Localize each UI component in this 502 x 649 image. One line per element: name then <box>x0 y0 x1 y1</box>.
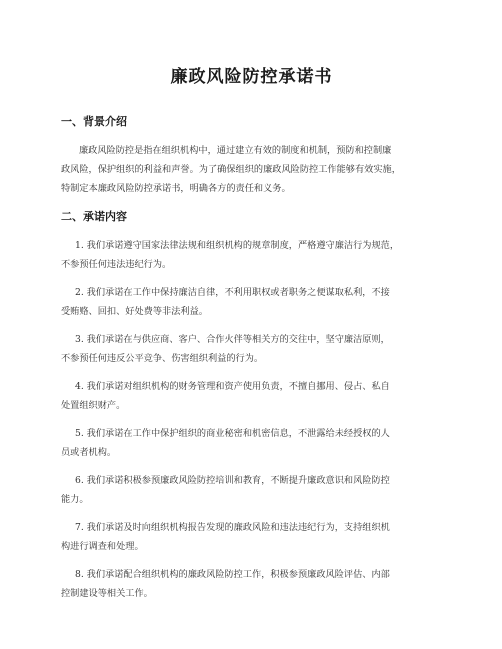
commitment-list <box>61 236 442 603</box>
commitment-line: 能力。 <box>61 494 89 505</box>
commitment-line: 构进行调查和处理。 <box>61 541 144 552</box>
commitment-line: 7. 我们承诺及时向组织机构报告发现的廉政风险和违法违纪行为，支持组织机 <box>75 522 390 533</box>
commitment-item-1 <box>61 236 442 274</box>
commitment-line: 5. 我们承诺在工作中保护组织的商业秘密和机密信息，不泄露给未经授权的人 <box>75 428 390 439</box>
commitment-line: 不参预任何违法违纪行为。 <box>61 259 172 270</box>
paragraph-line: 特制定本廉政风险防控承诺书，明确各方的责任和义务。 <box>61 183 291 194</box>
commitment-item-3 <box>61 330 442 368</box>
section-background <box>61 113 442 198</box>
background-paragraph <box>61 141 442 198</box>
commitment-item-5 <box>61 424 442 462</box>
page-title: 廉政风险防控承诺书 <box>170 67 333 87</box>
commitment-item-2 <box>61 283 442 321</box>
commitment-line: 3. 我们承诺在与供应商、客户、合作火伴等相关方的交往中，坚守廉洁原则， <box>75 334 390 345</box>
paragraph-line: 政风险，保护组织的利益和声誉。为了确保组织的廉政风险防控工作能够有效实施， <box>61 164 401 175</box>
commitment-item-8 <box>61 565 442 603</box>
commitment-line: 6. 我们承诺积极参预廉政风险防控培训和教育，不断提升廉政意识和风险防控 <box>75 475 390 486</box>
commitment-line: 不参预任何违反公平竞争、伤害组织利益的行为。 <box>61 353 264 364</box>
commitment-item-6 <box>61 471 442 509</box>
commitment-item-7 <box>61 518 442 556</box>
commitment-line: 1. 我们承诺遵守国家法律法规和组织机构的规章制度，严格遵守廉洁行为规范， <box>75 240 400 251</box>
commitment-line: 员或者机构。 <box>61 447 117 458</box>
commitment-line: 处置组织财产。 <box>61 400 126 411</box>
commitment-line: 受贿赂、回扣、好处费等非法利益。 <box>61 306 208 317</box>
section-heading-commitments: 二、承诺内容 <box>61 210 127 223</box>
commitment-line: 2. 我们承诺在工作中保持廉洁自律，不利用职权或者职务之便谋取私利，不接 <box>75 287 390 298</box>
section-heading-background: 一、背景介绍 <box>61 115 127 128</box>
commitment-line: 4. 我们承诺对组织机构的财务管理和资产使用负责，不擅自挪用、侵占、私自 <box>75 381 390 392</box>
section-commitments <box>61 208 442 603</box>
commitment-line: 控制建设等相关工作。 <box>61 588 153 599</box>
commitment-line: 8. 我们承诺配合组织机构的廉政风险防控工作，积极参预廉政风险评估、内部 <box>75 569 390 580</box>
commitment-item-4 <box>61 377 442 415</box>
paragraph-line: 廉政风险防控是指在组织机构中，通过建立有效的制度和机制，预防和控制廉 <box>79 145 392 156</box>
